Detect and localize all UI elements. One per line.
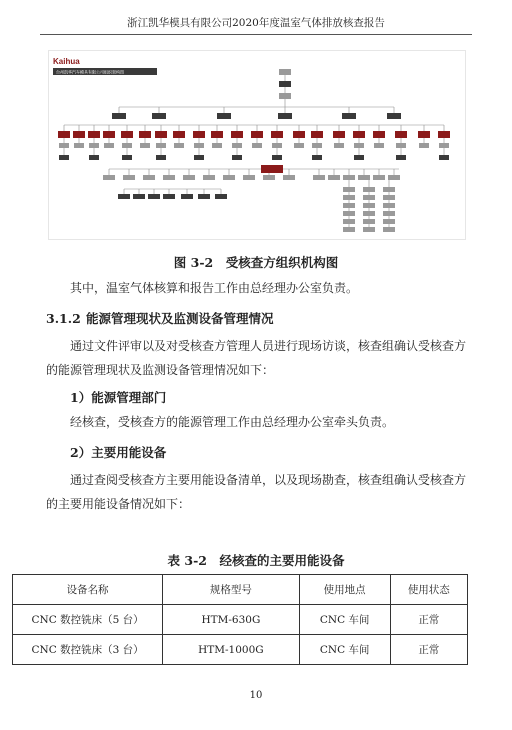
figure-caption: 图 3-2 受核查方组织机构图 (173, 255, 339, 270)
org-box (163, 194, 175, 199)
org-box (373, 175, 385, 180)
org-box (363, 219, 375, 224)
org-box (383, 187, 395, 192)
org-box (74, 143, 84, 148)
page-header: 浙江凯华模具有限公司2020年度温室气体排放核查报告 (40, 14, 472, 35)
org-box (343, 203, 355, 208)
org-box (313, 175, 325, 180)
paragraph-review-method: 通过文件评审以及对受核查方管理人员进行现场访谈，核查组确认受核查方的能源管理现状及监测设备管理情况如下： (46, 339, 467, 377)
org-box (143, 175, 155, 180)
column-header-model: 规格型号 (163, 575, 300, 605)
org-box (333, 131, 345, 138)
org-box (343, 195, 355, 200)
org-box (358, 175, 370, 180)
org-box (193, 131, 205, 138)
org-chart-title: 台州凯华汽车模具有限公司组织架构图 (56, 69, 124, 75)
org-box (312, 143, 322, 148)
org-box (156, 155, 166, 160)
org-box (374, 143, 384, 148)
org-box (133, 194, 145, 199)
paragraph-main-equipment: 通过查阅受核查方主要用能设备清单，以及现场勘查，核查组确认受核查方的主要用能设备情况如下： (46, 473, 467, 511)
org-box (217, 113, 231, 119)
org-box (363, 211, 375, 216)
org-box (272, 143, 282, 148)
paragraph-responsibility: 其中，温室气体核算和报告工作由总经理办公室负责。 (70, 281, 359, 295)
org-box (121, 131, 133, 138)
org-box (272, 155, 282, 160)
org-box (363, 227, 375, 232)
column-header-location: 使用地点 (299, 575, 390, 605)
page-number: 10 (249, 690, 263, 701)
org-box (388, 175, 400, 180)
org-box (279, 69, 291, 75)
org-box (152, 113, 166, 119)
org-box (439, 143, 449, 148)
org-box (58, 131, 70, 138)
org-box (438, 131, 450, 138)
cell-equipment-name: CNC 数控铣床（5 台） (13, 605, 163, 635)
org-box (198, 194, 210, 199)
org-box (271, 165, 283, 173)
org-box (343, 219, 355, 224)
org-box (383, 211, 395, 216)
org-box (343, 227, 355, 232)
org-box (112, 113, 126, 119)
table-row (13, 605, 468, 635)
org-box (232, 155, 242, 160)
org-box (155, 131, 167, 138)
org-box (140, 143, 150, 148)
org-box (383, 219, 395, 224)
org-box (173, 131, 185, 138)
org-box (194, 155, 204, 160)
paragraph-energy-department: 经核查，受核查方的能源管理工作由总经理办公室牵头负责。 (70, 415, 395, 429)
org-box (343, 211, 355, 216)
org-box (311, 131, 323, 138)
org-box (89, 155, 99, 160)
cell-location: CNC 车间 (299, 635, 390, 665)
org-box (88, 131, 100, 138)
org-box (103, 175, 115, 180)
org-box (363, 203, 375, 208)
org-box (283, 175, 295, 180)
org-box (383, 227, 395, 232)
org-box (343, 175, 355, 180)
column-header-status: 使用状态 (390, 575, 467, 605)
org-chart-svg (49, 51, 465, 239)
org-box (231, 131, 243, 138)
org-box (252, 143, 262, 148)
org-box (312, 155, 322, 160)
org-box (418, 131, 430, 138)
org-box (123, 175, 135, 180)
org-box (223, 175, 235, 180)
org-box (373, 131, 385, 138)
table-caption: 表 3-2 经核查的主要用能设备 (167, 553, 345, 568)
org-box (104, 143, 114, 148)
section-title: 能源管理现状及监测设备管理情况 (86, 311, 274, 326)
org-box (59, 143, 69, 148)
org-box (163, 175, 175, 180)
org-box (215, 194, 227, 199)
org-box (383, 203, 395, 208)
org-box (122, 143, 132, 148)
column-header-name: 设备名称 (13, 575, 163, 605)
org-box (343, 187, 355, 192)
org-box (194, 143, 204, 148)
cell-model: HTM-1000G (163, 635, 300, 665)
org-box (122, 155, 132, 160)
subheading-energy-department: 1）能源管理部门 (70, 390, 167, 405)
equipment-table (12, 574, 468, 665)
org-box (279, 93, 291, 99)
section-number: 3.1.2 (46, 311, 81, 326)
org-box (271, 131, 283, 138)
section-heading (46, 309, 274, 327)
org-box (363, 195, 375, 200)
table-row (13, 635, 468, 665)
org-chart-figure (48, 50, 466, 240)
company-logo: Kaihua (53, 57, 80, 66)
org-box (211, 131, 223, 138)
org-box (212, 143, 222, 148)
cell-equipment-name: CNC 数控铣床（3 台） (13, 635, 163, 665)
org-box (396, 155, 406, 160)
org-box (263, 175, 275, 180)
org-box (148, 194, 160, 199)
org-box (363, 187, 375, 192)
org-box (395, 131, 407, 138)
org-box (419, 143, 429, 148)
org-box (439, 155, 449, 160)
org-box (279, 81, 291, 87)
org-box (156, 143, 166, 148)
org-box (387, 113, 401, 119)
org-box (118, 194, 130, 199)
org-box (89, 143, 99, 148)
org-box (353, 131, 365, 138)
org-box (251, 131, 263, 138)
org-box (354, 155, 364, 160)
org-box (328, 175, 340, 180)
cell-location: CNC 车间 (299, 605, 390, 635)
org-box (243, 175, 255, 180)
org-box (59, 155, 69, 160)
org-box (294, 143, 304, 148)
cell-status: 正常 (390, 635, 467, 665)
org-box (278, 113, 292, 119)
org-box (396, 143, 406, 148)
org-box (342, 113, 356, 119)
org-box (139, 131, 151, 138)
org-box (203, 175, 215, 180)
org-box (383, 195, 395, 200)
org-box (293, 131, 305, 138)
org-box (181, 194, 193, 199)
org-box (354, 143, 364, 148)
cell-status: 正常 (390, 605, 467, 635)
subheading-main-equipment: 2）主要用能设备 (70, 445, 167, 460)
cell-model: HTM-630G (163, 605, 300, 635)
org-box (334, 143, 344, 148)
org-box (232, 143, 242, 148)
org-box (73, 131, 85, 138)
org-box (103, 131, 115, 138)
org-box (174, 143, 184, 148)
org-box (183, 175, 195, 180)
table-header-row (13, 575, 468, 605)
